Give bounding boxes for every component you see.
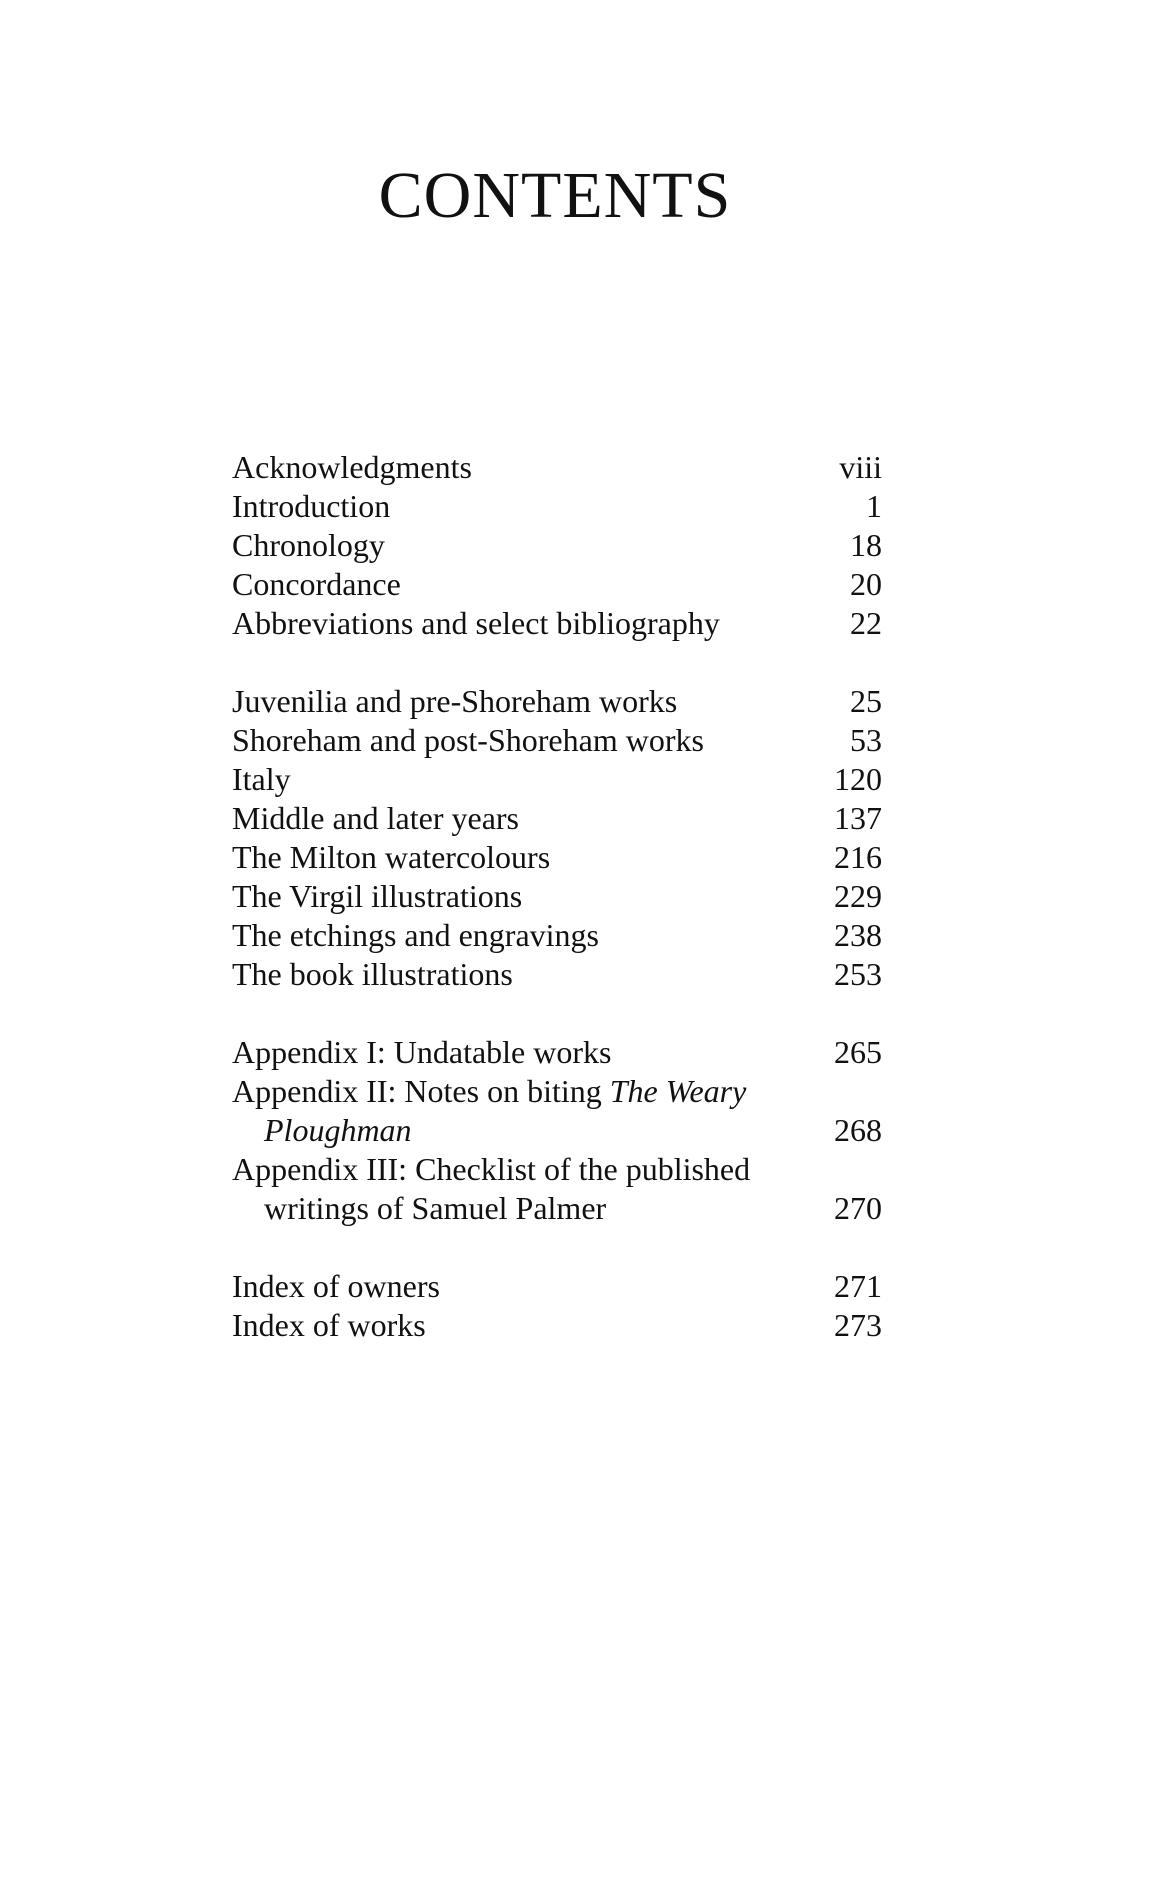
toc-entry-label: Chronology [232, 527, 385, 563]
toc-entry-page: 1 [866, 488, 882, 524]
toc-entry [232, 1267, 882, 1306]
toc-entry [232, 565, 882, 604]
toc-entry-page: 268 [834, 1112, 882, 1148]
toc-entry-label-text: Appendix III: Checklist of the published [232, 1151, 751, 1187]
toc-entry [232, 1033, 882, 1072]
toc-entry [232, 877, 882, 916]
toc-entry-page: 22 [850, 605, 882, 641]
table-of-contents [232, 448, 882, 1384]
toc-entry-label: The etchings and engravings [232, 917, 599, 953]
toc-group-indexes [232, 1267, 882, 1345]
toc-entry-label: Index of works [232, 1307, 426, 1343]
toc-entry-label: Concordance [232, 566, 401, 602]
toc-entry-label: The book illustrations [232, 956, 513, 992]
toc-entry-page: 270 [834, 1190, 882, 1226]
toc-entry [232, 955, 882, 994]
toc-entry-page: 273 [834, 1307, 882, 1343]
toc-entry-page: 229 [834, 878, 882, 914]
toc-entry-label-italic: The Weary [609, 1073, 747, 1109]
toc-group-catalogue [232, 682, 882, 994]
toc-entry-label: Juvenilia and pre-Shoreham works [232, 683, 678, 719]
toc-entry-label: Acknowledgments [232, 449, 472, 485]
toc-entry-label: Appendix I: Undatable works [232, 1034, 612, 1070]
toc-entry [232, 487, 882, 526]
page-title: CONTENTS [378, 159, 732, 232]
toc-entry-page: 53 [850, 722, 882, 758]
toc-entry [232, 682, 882, 721]
toc-entry [232, 799, 882, 838]
toc-entry-label: Middle and later years [232, 800, 519, 836]
toc-entry-label: The Virgil illustrations [232, 878, 523, 914]
toc-entry [232, 916, 882, 955]
toc-entry [232, 604, 882, 643]
toc-entry-label-continuation: Ploughman [264, 1112, 412, 1148]
toc-entry-page: 120 [834, 761, 882, 797]
toc-entry-label: Introduction [232, 488, 391, 524]
toc-entry-label-continuation: writings of Samuel Palmer [264, 1190, 607, 1226]
toc-entry-page: 18 [850, 527, 882, 563]
toc-entry [232, 760, 882, 799]
toc-entry-label: Shoreham and post-Shoreham works [232, 722, 704, 758]
toc-entry-page: 25 [850, 683, 882, 719]
toc-entry [232, 1306, 882, 1345]
toc-entry [232, 838, 882, 877]
toc-entry [232, 1072, 882, 1150]
toc-entry-page: 216 [834, 839, 882, 875]
toc-entry-label: The Milton watercolours [232, 839, 551, 875]
toc-entry-page: 137 [834, 800, 882, 836]
toc-group-front-matter [232, 448, 882, 643]
toc-entry-label-text: Appendix II: Notes on biting [232, 1073, 610, 1109]
toc-entry-page: viii [839, 449, 882, 485]
toc-group-appendices [232, 1033, 882, 1228]
toc-entry-page: 271 [834, 1268, 882, 1304]
toc-entry-label: Index of owners [232, 1268, 440, 1304]
toc-entry [232, 721, 882, 760]
toc-entry-label [232, 1072, 802, 1150]
toc-entry [232, 526, 882, 565]
toc-entry-label [232, 1150, 802, 1228]
toc-entry-label: Abbreviations and select bibliography [232, 605, 720, 641]
toc-entry [232, 1150, 882, 1228]
toc-entry [232, 448, 882, 487]
toc-entry-page: 265 [834, 1034, 882, 1070]
toc-entry-page: 238 [834, 917, 882, 953]
toc-entry-label: Italy [232, 761, 291, 797]
toc-entry-page: 253 [834, 956, 882, 992]
toc-entry-page: 20 [850, 566, 882, 602]
